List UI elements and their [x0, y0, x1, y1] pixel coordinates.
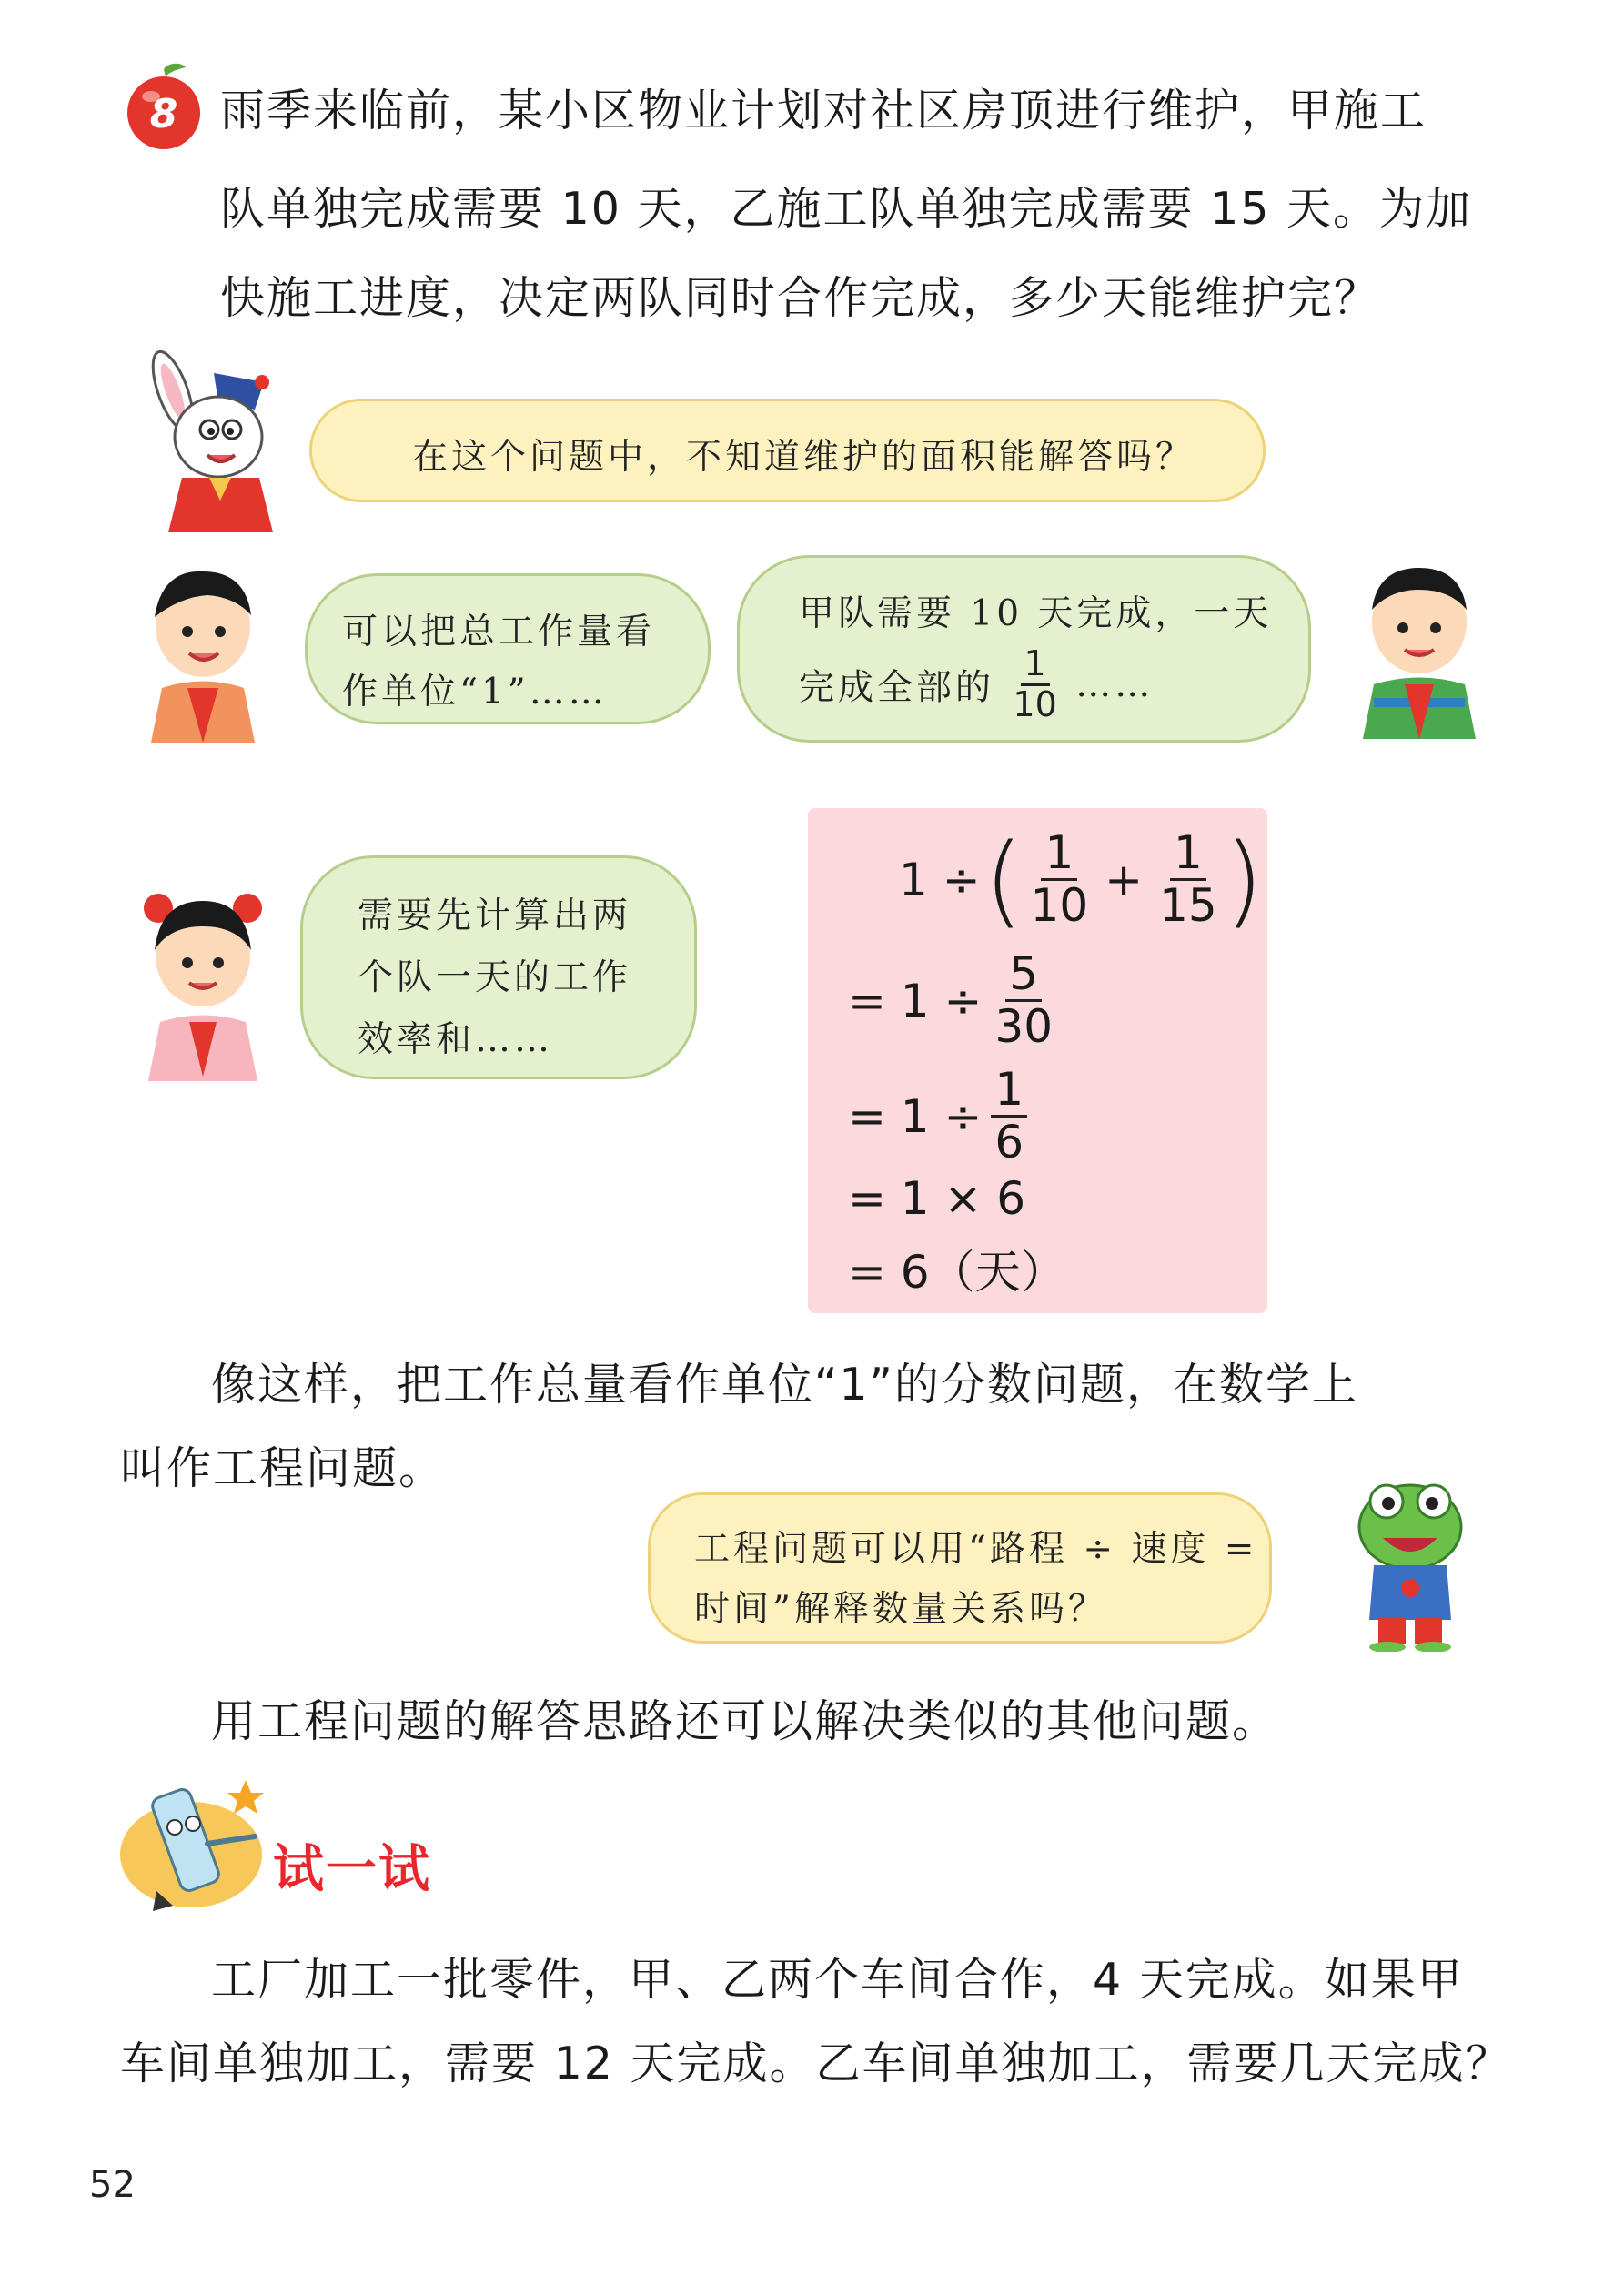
calc-fraction-2-num: 1: [1170, 828, 1206, 881]
calc-fraction-1-den: 10: [1030, 879, 1089, 932]
try-it-line-1: 工厂加工一批零件，甲、乙两个车间合作，4 天完成。如果甲: [211, 1954, 1464, 2006]
page-number: 52: [89, 2164, 136, 2206]
calc-line-5: = 6（天）: [848, 1246, 1066, 1299]
right-paren: ): [1224, 821, 1264, 938]
boy-left-illustration: [135, 561, 271, 752]
frog-illustration: [1347, 1474, 1474, 1652]
problem-number-badge: [118, 62, 209, 153]
calc-fraction-3: [991, 949, 1056, 1052]
boy-right-speech-bubble: [737, 555, 1311, 743]
definition-line-1: 像这样，把工作总量看作单位“1”的分数问题，在数学上: [211, 1359, 1358, 1411]
summary-text: 用工程问题的解答思路还可以解决类似的其他问题。: [211, 1695, 1279, 1747]
calc-fraction-1: [1027, 828, 1093, 931]
fraction-one-tenth: [1009, 645, 1060, 724]
girl-speech-bubble: [300, 855, 697, 1079]
problem-line-1: 雨季来临前，某小区物业计划对社区房顶进行维护，甲施工: [220, 85, 1427, 137]
left-paren: (: [983, 821, 1024, 938]
calc-line-3: [848, 1065, 1027, 1168]
calc-line-1: [899, 821, 1264, 938]
boy-right-speech-line-1: 甲队需要 10 天完成，一天: [799, 593, 1273, 634]
girl-speech-line-2: 个队一天的工作: [358, 957, 632, 998]
calc-fraction-4-den: 6: [994, 1116, 1024, 1168]
boy-left-speech-line-2: 作单位“1”……: [342, 672, 608, 713]
fraction-denominator: 10: [1013, 683, 1057, 724]
boy-right-speech-suffix: ……: [1075, 663, 1155, 705]
calc-line-2-prefix: = 1 ÷: [848, 974, 983, 1027]
calculation-box: [808, 808, 1267, 1313]
boy-right-speech-prefix: 完成全部的: [799, 667, 995, 709]
definition-line-2: 叫作工程问题。: [120, 1442, 446, 1494]
boy-right-speech-line-2: [799, 645, 1154, 724]
calc-fraction-4: [991, 1065, 1027, 1168]
boy-left-speech-bubble: [305, 573, 711, 724]
frog-speech-line-1: 工程问题可以用“路程 ÷ 速度 =: [694, 1529, 1258, 1570]
boy-left-speech-line-1: 可以把总工作量看: [342, 612, 656, 652]
girl-illustration: [135, 881, 271, 1086]
fraction-numerator: 1: [1021, 645, 1050, 686]
problem-line-3: 快施工进度，决定两队同时合作完成，多少天能维护完？: [220, 272, 1381, 324]
girl-speech-line-3: 效率和……: [358, 1019, 554, 1060]
calc-line-3-prefix: = 1 ÷: [848, 1089, 983, 1143]
calc-line-2: [848, 949, 1056, 1052]
calc-fraction-3-den: 30: [994, 1000, 1054, 1053]
calc-fraction-1-num: 1: [1041, 828, 1077, 881]
rabbit-teacher-illustration: [127, 346, 282, 546]
calc-line-4: = 1 × 6: [848, 1172, 1026, 1225]
problem-number: 8: [149, 91, 178, 137]
calc-fraction-4-num: 1: [991, 1065, 1027, 1118]
try-it-title: 试一试: [273, 1840, 431, 1899]
frog-speech-bubble: [648, 1492, 1272, 1644]
boy-right-illustration: [1347, 557, 1492, 748]
apple-icon: [118, 62, 209, 153]
pencil-mascot-icon: [118, 1773, 273, 1918]
calc-fraction-3-num: 5: [1005, 949, 1042, 1002]
calc-line-1-one: 1 ÷: [899, 853, 981, 906]
rabbit-speech-bubble: [309, 399, 1266, 502]
try-it-line-2: 车间单独加工，需要 12 天完成。乙车间单独加工，需要几天完成？: [120, 2038, 1512, 2089]
girl-speech-line-1: 需要先计算出两: [358, 895, 632, 936]
calc-fraction-2-den: 15: [1159, 879, 1217, 932]
rabbit-speech-text: 在这个问题中，不知道维护的面积能解答吗？: [412, 437, 1195, 478]
calc-fraction-2: [1155, 828, 1221, 931]
problem-line-2: 队单独完成需要 10 天，乙施工队单独完成需要 15 天。为加: [220, 183, 1473, 235]
calc-plus: +: [1105, 853, 1144, 906]
frog-speech-line-2: 时间”解释数量关系吗？: [694, 1589, 1107, 1630]
